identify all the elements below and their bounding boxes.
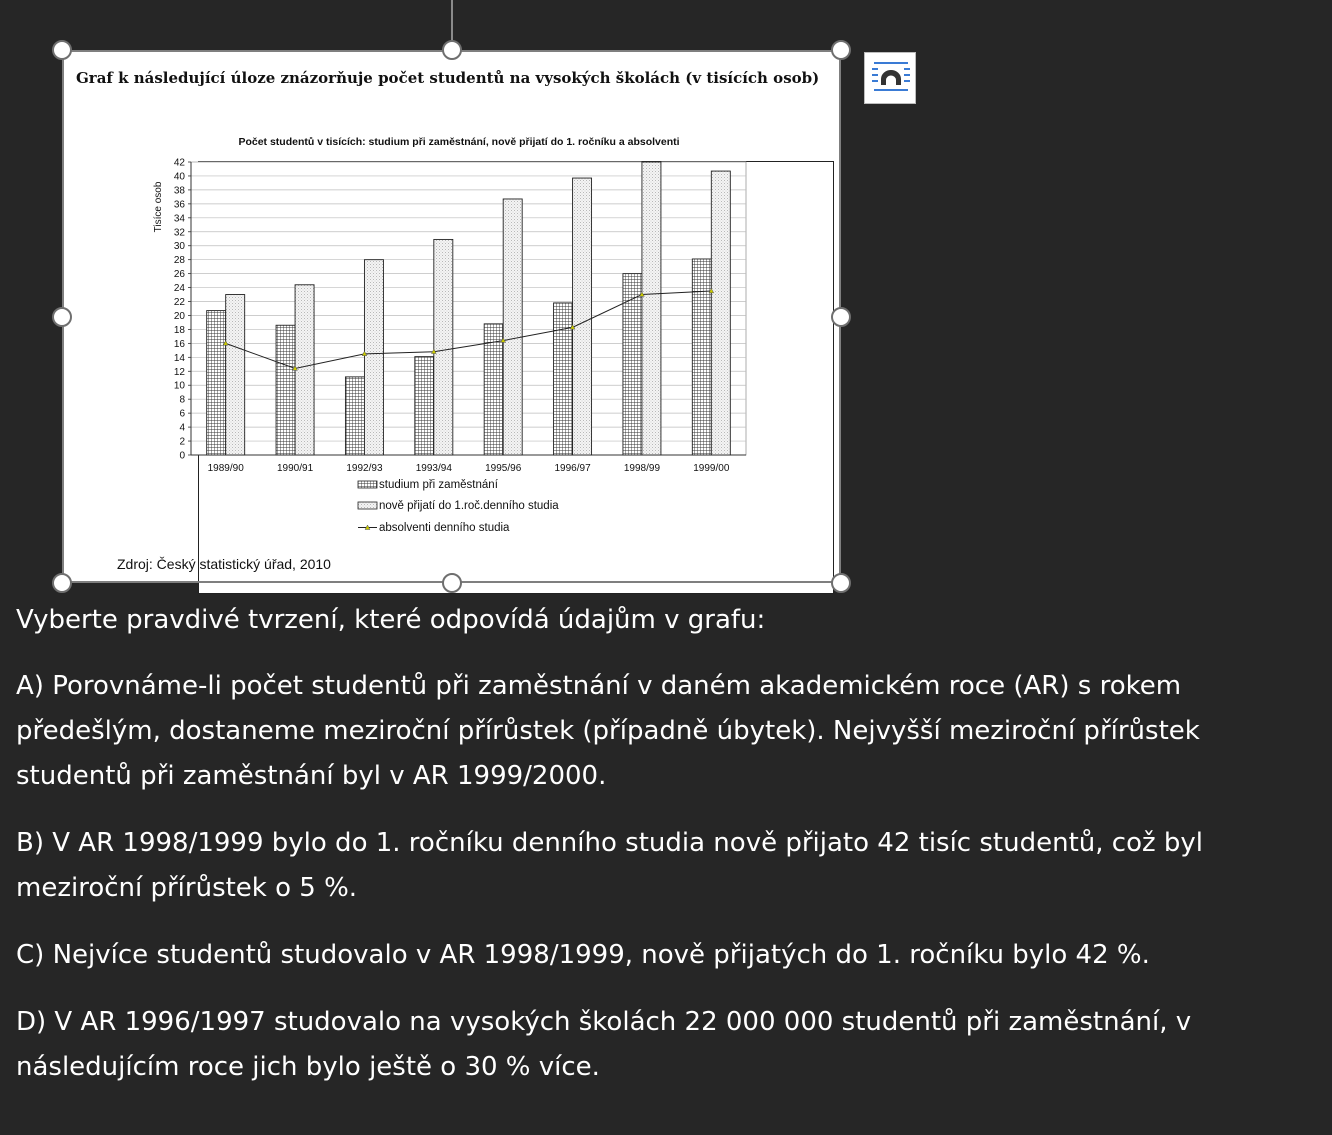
x-tick-label: 1996/97 — [554, 463, 591, 474]
x-tick-label: 1995/96 — [485, 463, 522, 474]
legend-label: studium při zaměstnání — [379, 479, 498, 491]
legend-swatch-studium — [358, 481, 377, 488]
y-tick-label: 6 — [179, 408, 185, 420]
picture-heading: Graf k následující úloze znázorňuje počet studentů na vysokých školách (v tisících osob) — [76, 69, 820, 87]
y-tick-label: 34 — [173, 213, 185, 225]
picture-source: Zdroj: Český statistický úřad, 2010 — [117, 556, 331, 572]
question-block — [16, 598, 1316, 1112]
y-tick-label: 4 — [179, 422, 185, 434]
answer-option-d: D) V AR 1996/1997 studovalo na vysokých školách 22 000 000 studentů při zaměstnání, v následujícím roce jich bylo ještě o 30 % více. — [16, 1007, 1192, 1082]
resize-handle-top-right[interactable] — [831, 40, 851, 60]
x-tick-label: 1990/91 — [276, 463, 314, 474]
y-tick-label: 14 — [173, 352, 185, 364]
resize-handle-bottom[interactable] — [442, 573, 462, 593]
answer-option-c: C) Nejvíce studentů studovalo v AR 1998/1999, nově přijatých do 1. ročníku bylo 42 %. — [16, 940, 1150, 970]
resize-handle-left[interactable] — [52, 307, 72, 327]
bar-studium-pri-zamestnani — [692, 259, 711, 455]
answer-option-a: A) Porovnáme-li počet studentů při zaměstnání v daném akademickém roce (AR) s rokem předešlým, dostaneme meziroční přírůstek (případně úbytek). Nejvyšší meziroční přírůstek studentů při zaměstnání byl v AR 1999/2000. — [16, 671, 1200, 791]
bar-studium-pri-zamestnani — [345, 377, 364, 455]
text-wrap-icon — [865, 53, 917, 105]
legend-label: absolventi denního studia — [379, 522, 510, 534]
y-tick-label: 38 — [173, 185, 185, 197]
resize-handle-bottom-left[interactable] — [52, 573, 72, 593]
y-tick-label: 26 — [173, 269, 185, 281]
legend-label: nově přijatí do 1.roč.denního studia — [379, 500, 559, 512]
bar-studium-pri-zamestnani — [623, 274, 642, 455]
bar-studium-pri-zamestnani — [415, 357, 434, 455]
y-tick-label: 42 — [173, 157, 185, 169]
layout-options-button[interactable] — [864, 52, 916, 104]
plot-area — [191, 162, 746, 455]
rotate-handle[interactable] — [442, 40, 462, 60]
y-tick-label: 2 — [179, 436, 185, 448]
y-axis-label: Tisíce osob — [153, 181, 164, 233]
y-tick-label: 18 — [173, 324, 185, 336]
bar-studium-pri-zamestnani — [554, 303, 573, 455]
y-tick-label: 24 — [173, 283, 185, 295]
y-tick-label: 30 — [173, 241, 185, 253]
bar-nove-prijati — [295, 285, 314, 455]
y-tick-label: 0 — [179, 450, 185, 462]
resize-handle-bottom-right[interactable] — [831, 573, 851, 593]
y-tick-label: 12 — [173, 366, 185, 378]
answer-option-b: B) V AR 1998/1999 bylo do 1. ročníku denního studia nově přijato 42 tisíc studentů, což byl meziroční přírůstek o 5 %. — [16, 828, 1203, 903]
y-tick-label: 20 — [173, 310, 185, 322]
bar-studium-pri-zamestnani — [207, 311, 226, 455]
x-tick-label: 1992/93 — [346, 463, 383, 474]
y-tick-label: 36 — [173, 199, 185, 211]
bar-studium-pri-zamestnani — [276, 325, 295, 455]
y-tick-label: 40 — [173, 171, 185, 183]
y-tick-label: 16 — [173, 338, 185, 350]
y-tick-label: 8 — [179, 394, 185, 406]
x-tick-label: 1989/90 — [207, 463, 244, 474]
bar-nove-prijati — [711, 171, 730, 455]
bar-nove-prijati — [434, 239, 453, 455]
legend-swatch-nove-prijati — [358, 502, 377, 509]
y-tick-label: 32 — [173, 227, 185, 239]
bar-nove-prijati — [573, 178, 592, 455]
question-prompt: Vyberte pravdivé tvrzení, které odpovídá údajům v grafu: — [16, 605, 766, 635]
x-tick-label: 1998/99 — [623, 463, 661, 474]
chart-title: Počet studentů v tisících: studium při zaměstnání, nově přijatí do 1. ročníku a absolventi — [238, 136, 680, 148]
resize-handle-right[interactable] — [831, 307, 851, 327]
y-tick-label: 10 — [173, 380, 185, 392]
chart — [136, 111, 772, 544]
y-tick-label: 28 — [173, 255, 185, 267]
x-tick-label: 1999/00 — [693, 463, 730, 474]
bar-nove-prijati — [642, 162, 661, 455]
resize-handle-top-left[interactable] — [52, 40, 72, 60]
bar-nove-prijati — [364, 260, 383, 455]
y-tick-label: 22 — [173, 297, 185, 309]
bar-nove-prijati — [226, 295, 245, 455]
x-tick-label: 1993/94 — [415, 463, 452, 474]
bar-nove-prijati — [503, 199, 522, 455]
